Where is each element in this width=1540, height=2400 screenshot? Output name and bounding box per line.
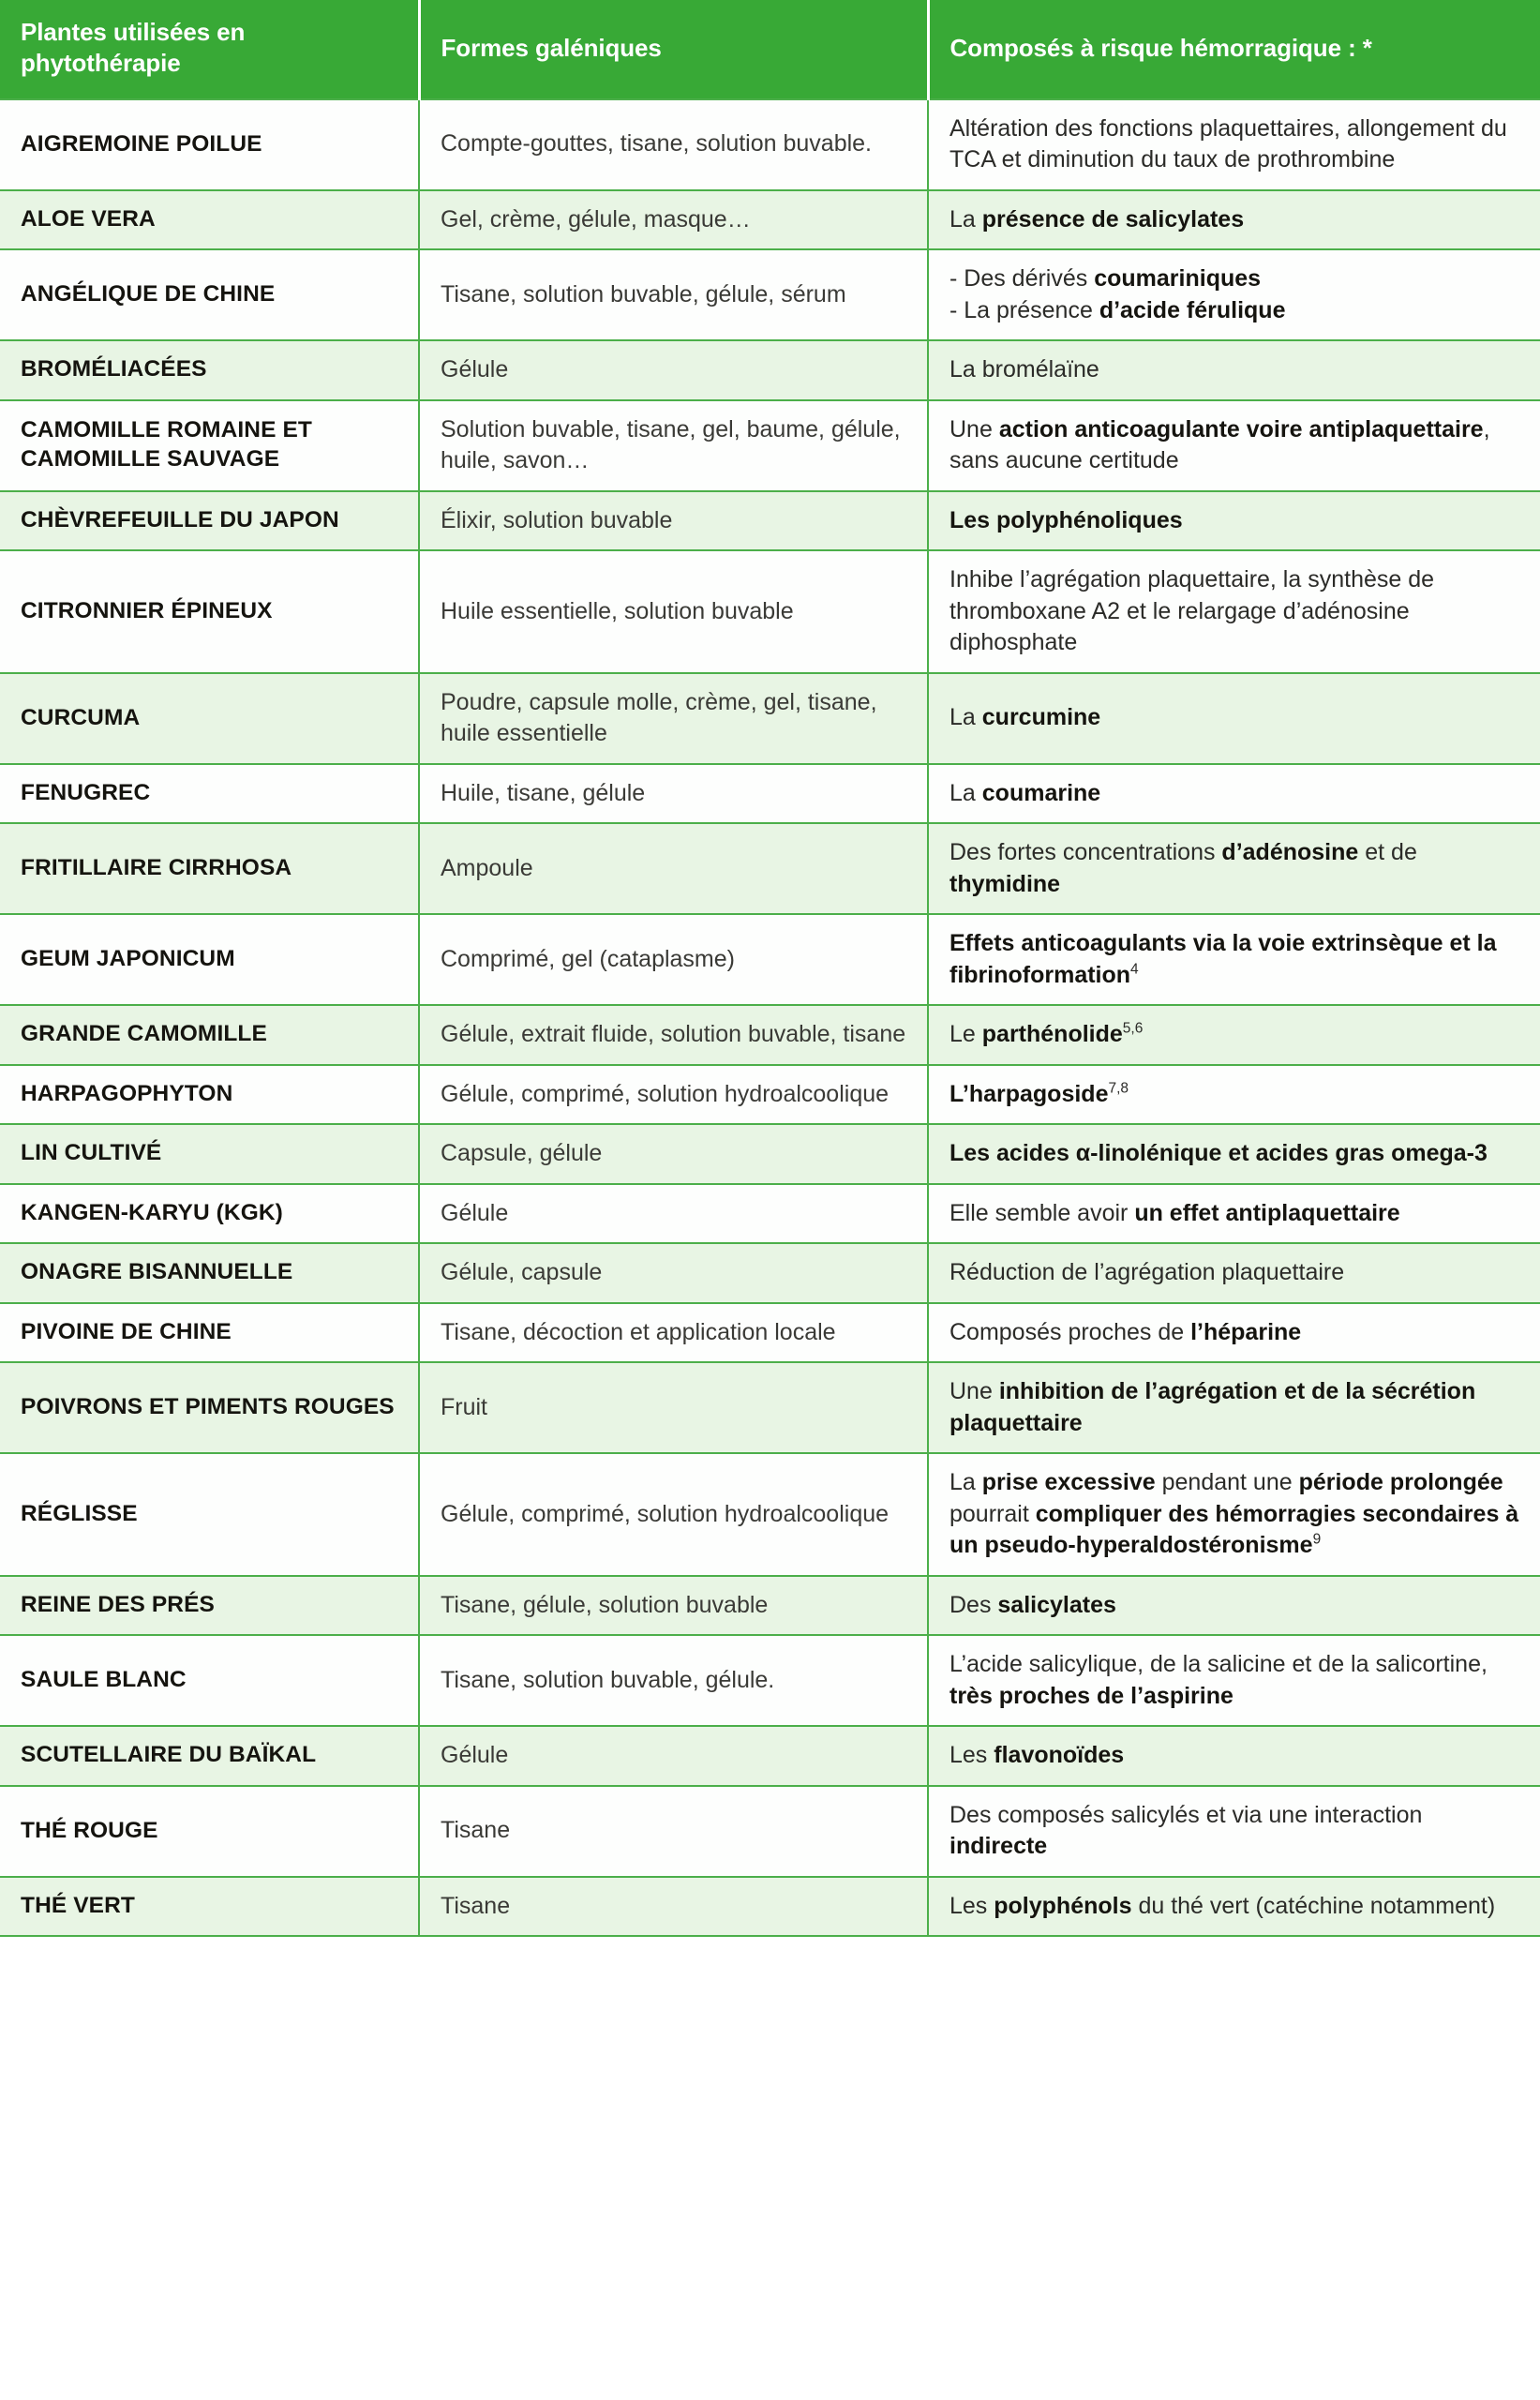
- cell-galenic-form: Solution buvable, tisane, gel, baume, gélule, huile, savon…: [419, 400, 928, 491]
- cell-hemorrhagic-compound: Inhibe l’agrégation plaquettaire, la synthèse de thromboxane A2 et le relargage d’adénosine diphosphate: [928, 550, 1540, 673]
- table-row: [0, 1635, 1540, 1726]
- cell-plant-name: ONAGRE BISANNUELLE: [0, 1243, 419, 1303]
- cell-plant-name: RÉGLISSE: [0, 1453, 419, 1576]
- cell-plant-name: GEUM JAPONICUM: [0, 914, 419, 1005]
- cell-hemorrhagic-compound: Les polyphénols du thé vert (catéchine notamment): [928, 1877, 1540, 1937]
- table-row: [0, 190, 1540, 250]
- table-row: [0, 99, 1540, 190]
- cell-hemorrhagic-compound: Le parthénolide$^{5,6}$: [928, 1005, 1540, 1065]
- cell-plant-name: ALOE VERA: [0, 190, 419, 250]
- cell-galenic-form: Comprimé, gel (cataplasme): [419, 914, 928, 1005]
- cell-plant-name: BROMÉLIACÉES: [0, 340, 419, 400]
- cell-galenic-form: Capsule, gélule: [419, 1124, 928, 1184]
- cell-plant-name: SAULE BLANC: [0, 1635, 419, 1726]
- cell-galenic-form: Poudre, capsule molle, crème, gel, tisane, huile essentielle: [419, 673, 928, 764]
- cell-plant-name: THÉ ROUGE: [0, 1786, 419, 1877]
- cell-galenic-form: Gélule: [419, 1184, 928, 1244]
- cell-hemorrhagic-compound: Des composés salicylés et via une interaction indirecte: [928, 1786, 1540, 1877]
- cell-hemorrhagic-compound: Des salicylates: [928, 1576, 1540, 1636]
- table-row: [0, 1005, 1540, 1065]
- cell-hemorrhagic-compound: L’harpagoside$^{7,8}$: [928, 1065, 1540, 1125]
- table-row: [0, 400, 1540, 491]
- table-row: [0, 673, 1540, 764]
- cell-galenic-form: Gel, crème, gélule, masque…: [419, 190, 928, 250]
- table-row: [0, 823, 1540, 914]
- cell-galenic-form: Gélule: [419, 340, 928, 400]
- cell-hemorrhagic-compound: La coumarine: [928, 764, 1540, 824]
- cell-plant-name: FENUGREC: [0, 764, 419, 824]
- cell-hemorrhagic-compound: Elle semble avoir un effet antiplaquettaire: [928, 1184, 1540, 1244]
- table-row: [0, 1065, 1540, 1125]
- cell-hemorrhagic-compound: La prise excessive pendant une période prolongée pourrait compliquer des hémorragies secondaires à un pseudo-hyperaldostéronisme$^9$: [928, 1453, 1540, 1576]
- cell-galenic-form: Fruit: [419, 1362, 928, 1453]
- cell-plant-name: GRANDE CAMOMILLE: [0, 1005, 419, 1065]
- cell-galenic-form: Élixir, solution buvable: [419, 491, 928, 551]
- cell-plant-name: SCUTELLAIRE DU BAÏKAL: [0, 1726, 419, 1786]
- cell-galenic-form: Tisane: [419, 1877, 928, 1937]
- cell-galenic-form: Ampoule: [419, 823, 928, 914]
- cell-galenic-form: Compte-gouttes, tisane, solution buvable.: [419, 99, 928, 190]
- table-row: [0, 1726, 1540, 1786]
- table-row: [0, 1576, 1540, 1636]
- cell-hemorrhagic-compound: Réduction de l’agrégation plaquettaire: [928, 1243, 1540, 1303]
- table-row: [0, 550, 1540, 673]
- cell-plant-name: CITRONNIER ÉPINEUX: [0, 550, 419, 673]
- cell-plant-name: POIVRONS ET PIMENTS ROUGES: [0, 1362, 419, 1453]
- table-row: [0, 764, 1540, 824]
- cell-galenic-form: Gélule, comprimé, solution hydroalcoolique: [419, 1453, 928, 1576]
- cell-plant-name: REINE DES PRÉS: [0, 1576, 419, 1636]
- cell-plant-name: THÉ VERT: [0, 1877, 419, 1937]
- table-row: [0, 1303, 1540, 1363]
- cell-galenic-form: Tisane, solution buvable, gélule.: [419, 1635, 928, 1726]
- cell-hemorrhagic-compound: Des fortes concentrations d’adénosine et de thymidine: [928, 823, 1540, 914]
- cell-plant-name: ANGÉLIQUE DE CHINE: [0, 249, 419, 340]
- cell-galenic-form: Tisane, solution buvable, gélule, sérum: [419, 249, 928, 340]
- cell-plant-name: FRITILLAIRE CIRRHOSA: [0, 823, 419, 914]
- table-body: [0, 99, 1540, 1937]
- cell-galenic-form: Gélule, comprimé, solution hydroalcoolique: [419, 1065, 928, 1125]
- cell-hemorrhagic-compound: Composés proches de l’héparine: [928, 1303, 1540, 1363]
- table-row: [0, 1786, 1540, 1877]
- cell-plant-name: CAMOMILLE ROMAINE ET CAMOMILLE SAUVAGE: [0, 400, 419, 491]
- cell-galenic-form: Tisane, décoction et application locale: [419, 1303, 928, 1363]
- cell-hemorrhagic-compound: Les acides α-linolénique et acides gras omega-3: [928, 1124, 1540, 1184]
- cell-hemorrhagic-compound: La présence de salicylates: [928, 190, 1540, 250]
- cell-plant-name: LIN CULTIVÉ: [0, 1124, 419, 1184]
- cell-galenic-form: Huile, tisane, gélule: [419, 764, 928, 824]
- cell-hemorrhagic-compound: La curcumine: [928, 673, 1540, 764]
- table-row: [0, 1362, 1540, 1453]
- cell-hemorrhagic-compound: Une inhibition de l’agrégation et de la sécrétion plaquettaire: [928, 1362, 1540, 1453]
- cell-galenic-form: Tisane: [419, 1786, 928, 1877]
- cell-galenic-form: Gélule, extrait fluide, solution buvable, tisane: [419, 1005, 928, 1065]
- table-row: [0, 1453, 1540, 1576]
- cell-plant-name: AIGREMOINE POILUE: [0, 99, 419, 190]
- cell-galenic-form: Gélule: [419, 1726, 928, 1786]
- cell-plant-name: HARPAGOPHYTON: [0, 1065, 419, 1125]
- table-row: [0, 491, 1540, 551]
- cell-plant-name: PIVOINE DE CHINE: [0, 1303, 419, 1363]
- cell-hemorrhagic-compound: L’acide salicylique, de la salicine et de la salicortine, très proches de l’aspirine: [928, 1635, 1540, 1726]
- cell-hemorrhagic-compound: La bromélaïne: [928, 340, 1540, 400]
- table-row: [0, 1877, 1540, 1937]
- cell-hemorrhagic-compound: Les polyphénoliques: [928, 491, 1540, 551]
- cell-plant-name: CURCUMA: [0, 673, 419, 764]
- table-row: [0, 340, 1540, 400]
- cell-hemorrhagic-compound: Les flavonoïdes: [928, 1726, 1540, 1786]
- cell-plant-name: CHÈVREFEUILLE DU JAPON: [0, 491, 419, 551]
- cell-hemorrhagic-compound: - Des dérivés coumariniques - La présence d’acide férulique: [928, 249, 1540, 340]
- column-header-hemorrhagic-compounds: Composés à risque hémorragique : *: [928, 0, 1540, 99]
- cell-hemorrhagic-compound: Une action anticoagulante voire antiplaquettaire, sans aucune certitude: [928, 400, 1540, 491]
- table-header: [0, 0, 1540, 99]
- cell-galenic-form: Gélule, capsule: [419, 1243, 928, 1303]
- cell-galenic-form: Huile essentielle, solution buvable: [419, 550, 928, 673]
- table-row: [0, 914, 1540, 1005]
- column-header-galenic-forms: Formes galéniques: [419, 0, 928, 99]
- cell-hemorrhagic-compound: Effets anticoagulants via la voie extrinsèque et la fibrinoformation$^4$: [928, 914, 1540, 1005]
- column-header-plants: Plantes utilisées en phytothérapie: [0, 0, 419, 99]
- cell-plant-name: KANGEN-KARYU (KGK): [0, 1184, 419, 1244]
- cell-hemorrhagic-compound: Altération des fonctions plaquettaires, allongement du TCA et diminution du taux de prothrombine: [928, 99, 1540, 190]
- header-row: [0, 0, 1540, 99]
- table-row: [0, 1124, 1540, 1184]
- table-row: [0, 1243, 1540, 1303]
- cell-galenic-form: Tisane, gélule, solution buvable: [419, 1576, 928, 1636]
- table-row: [0, 249, 1540, 340]
- table-row: [0, 1184, 1540, 1244]
